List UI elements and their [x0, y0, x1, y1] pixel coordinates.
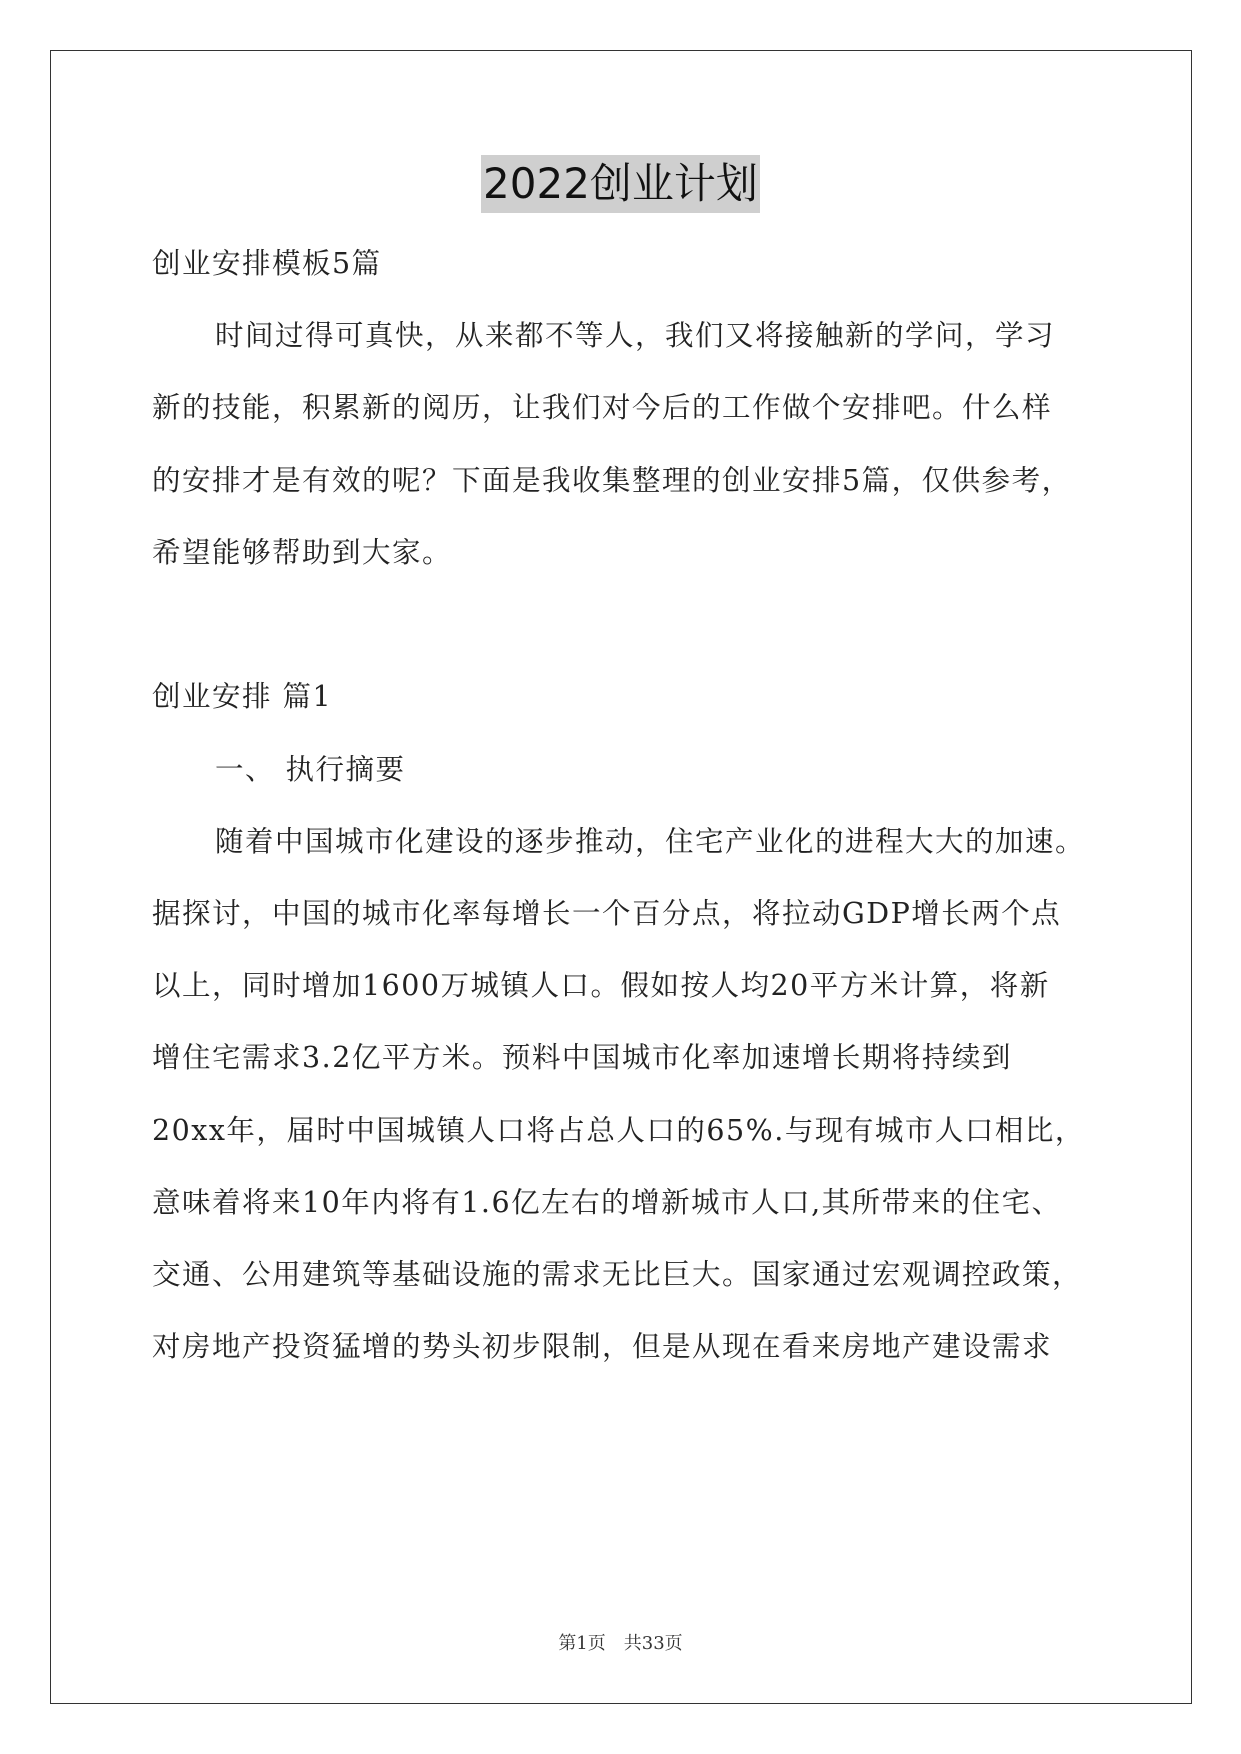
- page-number-current: 第1页: [558, 1633, 606, 1654]
- body-line: 意味着将来10年内将有1.6亿左右的增新城市人口,其所带来的住宅、: [152, 1186, 1062, 1219]
- intro-line: 希望能够帮助到大家。: [152, 536, 453, 569]
- page-footer: [0, 1632, 1241, 1656]
- section-heading: 创业安排 篇1: [152, 680, 333, 713]
- body-line: 随着中国城市化建设的逐步推动，住宅产业化的进程大大的加速。: [215, 825, 1086, 858]
- body-line: 据探讨，中国的城市化率每增长一个百分点，将拉动GDP增长两个点: [152, 897, 1062, 930]
- intro-line: 时间过得可真快，从来都不等人，我们又将接触新的学问，学习: [215, 319, 1056, 352]
- document-subtitle: 创业安排模板5篇: [152, 247, 382, 280]
- body-line: 20xx年，届时中国城镇人口将占总人口的65%.与现有城市人口相比，: [152, 1114, 1085, 1147]
- body-line: 以上，同时增加1600万城镇人口。假如按人均20平方米计算，将新: [152, 969, 1050, 1002]
- intro-line: 的安排才是有效的呢？下面是我收集整理的创业安排5篇，仅供参考，: [152, 464, 1072, 497]
- body-line: 交通、公用建筑等基础设施的需求无比巨大。国家通过宏观调控政策，: [152, 1258, 1083, 1291]
- page-number-total: 共33页: [623, 1633, 683, 1654]
- document-title: 2022创业计划: [481, 155, 760, 213]
- title-container: [0, 155, 1241, 213]
- intro-line: 新的技能，积累新的阅历，让我们对今后的工作做个安排吧。什么样: [152, 391, 1053, 424]
- body-line: 对房地产投资猛增的势头初步限制，但是从现在看来房地产建设需求: [152, 1330, 1053, 1363]
- section-subheading: 一、 执行摘要: [215, 753, 406, 786]
- page-border: [50, 50, 1192, 1704]
- body-line: 增住宅需求3.2亿平方米。预料中国城市化率加速增长期将持续到: [152, 1041, 1012, 1074]
